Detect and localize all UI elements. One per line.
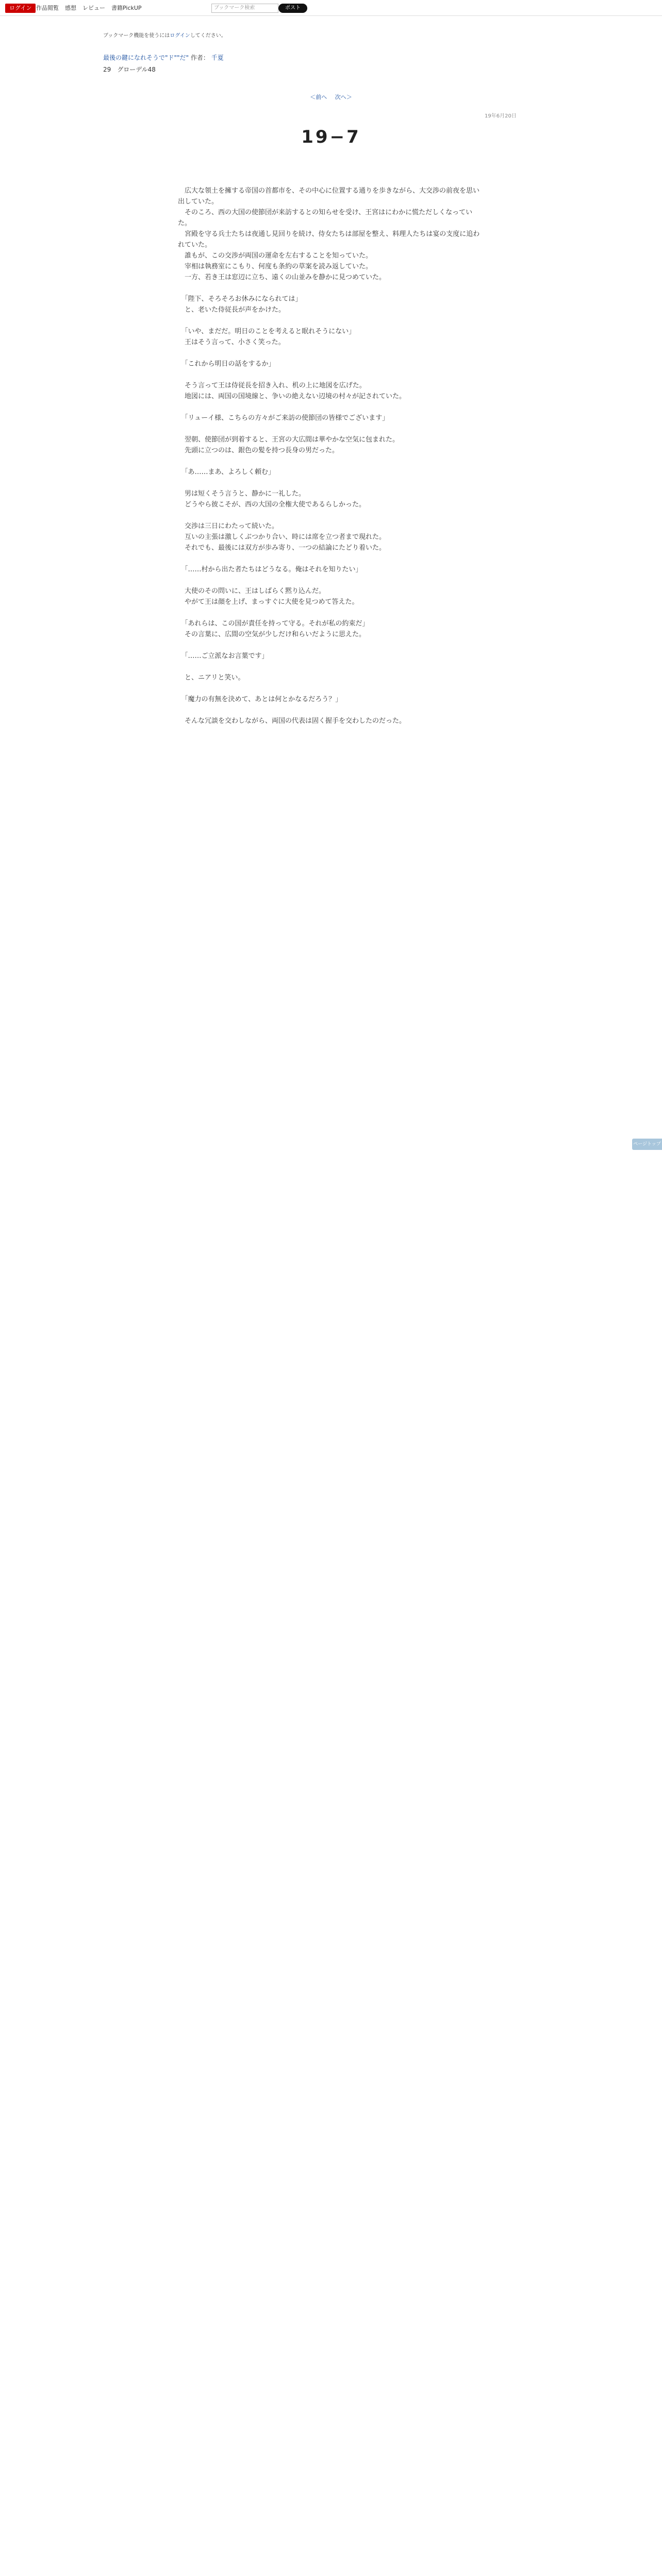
paragraph: そう言って王は侍従長を招き入れ、机の上に地図を広げた。 (178, 382, 366, 389)
paragraph: 互いの主張は激しくぶつかり合い、時には席を立つ者まで現れた。 (178, 533, 386, 541)
paragraph: と、老いた侍従長が声をかけた。 (178, 306, 286, 314)
paragraph: 地図には、両国の国境線と、争いの絶えない辺境の村々が記されていた。 (178, 393, 406, 400)
paragraph: 「陛下、そろそろお休みになられては」 (178, 295, 302, 303)
top-menu (36, 4, 142, 13)
paragraph: それでも、最後には双方が歩み寄り、一つの結論にたどり着いた。 (178, 544, 386, 552)
series-title-link[interactable]: 最後の鍵になれそうで"ド""だ" (103, 54, 189, 61)
pager-top (0, 93, 662, 101)
paragraph: 王はそう言って、小さく笑った。 (178, 338, 285, 346)
paragraph: 男は短くそう言うと、静かに一礼した。 (178, 490, 306, 498)
bookmark-search-input[interactable]: ブックマーク検索 (211, 4, 278, 13)
paragraph: 「あ……まあ、よろしく頼む」 (178, 468, 275, 476)
paragraph: 「……村から出た者たちはどうなる。俺はそれを知りたい」 (178, 566, 362, 573)
paragraph: 「あれらは、この国が責任を持って守る。それが私の約束だ」 (178, 620, 369, 628)
bookmark-login-note: ブックマーク機能を使うにはログインしてください。 (103, 33, 226, 39)
breadcrumb: 29 グローデル48 (103, 66, 156, 73)
paragraph: と、ニアリと笑い。 (178, 674, 245, 682)
paragraph: 誰もが、この交渉が両国の運命を左右することを知っていた。 (178, 252, 373, 260)
posted-date: 19年6月20日 (485, 113, 517, 119)
paragraph: 翌朝、使節団が到着すると、王宮の大広間は華やかな空気に包まれた。 (178, 436, 400, 444)
novel-header (103, 31, 557, 74)
paragraph: 「これから明日の話をするか」 (178, 360, 275, 368)
login-button[interactable]: ログイン (5, 4, 36, 13)
paragraph: 「……ご立派なお言葉です」 (178, 652, 269, 660)
menu-item-impressions[interactable]: 感想 (65, 5, 76, 11)
paragraph: 「リューイ様、こちらの方々がご来訪の使節団の皆様でございます」 (178, 414, 389, 422)
paragraph: どうやら彼こそが、西の大国の全権大使であるらしかった。 (178, 501, 366, 509)
page-top-button[interactable]: ページトップへ (632, 1139, 662, 1150)
paragraph: 宰相は執務室にこもり、何度も条約の草案を読み返していた。 (178, 263, 373, 270)
paragraph: そのころ、西の大国の使節団が来訪するとの知らせを受け、王宮はにわかに慌ただしくなっていた。 (178, 209, 473, 227)
chapter-title: 19−7 (301, 127, 361, 147)
novel-body (178, 185, 482, 726)
menu-item-review[interactable]: レビュー (82, 5, 105, 11)
paragraph: そんな冗談を交わしながら、両国の代表は固く握手を交わしたのだった。 (178, 717, 406, 725)
login-link[interactable]: ログイン (170, 33, 190, 39)
menu-item-works[interactable]: 作品閲覧 (36, 5, 59, 11)
prev-link[interactable]: ＜前へ (310, 94, 327, 100)
paragraph: 大使のその問いに、王はしばらく黙り込んだ。 (178, 587, 326, 595)
x-post-button[interactable]: ポスト (278, 4, 307, 13)
next-link[interactable]: 次へ＞ (335, 94, 352, 100)
paragraph: 一方、若き王は窓辺に立ち、遠くの山並みを静かに見つめていた。 (178, 274, 386, 281)
paragraph: 広大な領土を擁する帝国の首都市を、その中心に位置する通りを歩きながら、大交渉の前夜を思い出していた。 (178, 187, 480, 206)
paragraph: やがて王は顔を上げ、まっすぐに大使を見つめて答えた。 (178, 598, 359, 606)
paragraph: 「いや、まだだ。明日のことを考えると眠れそうにない」 (178, 328, 356, 335)
top-bar (0, 0, 662, 16)
paragraph: 「魔力の有無を決めて、あとは何とかなるだろう？」 (178, 696, 342, 703)
author-link[interactable]: 千夏 (211, 54, 224, 61)
paragraph: その言葉に、広間の空気が少しだけ和らいだように思えた。 (178, 631, 366, 638)
series-line (103, 53, 557, 62)
paragraph: 宮殿を守る兵士たちは夜通し見回りを続け、侍女たちは部屋を整え、料理人たちは宴の支度に追われていた。 (178, 230, 480, 249)
menu-item-pickup[interactable]: 書籍PickUP (111, 5, 142, 11)
paragraph: 交渉は三日にわたって続いた。 (178, 522, 279, 530)
paragraph: 先頭に立つのは、銀色の髪を持つ長身の男だった。 (178, 447, 339, 454)
author-label: 作者： (190, 54, 209, 61)
